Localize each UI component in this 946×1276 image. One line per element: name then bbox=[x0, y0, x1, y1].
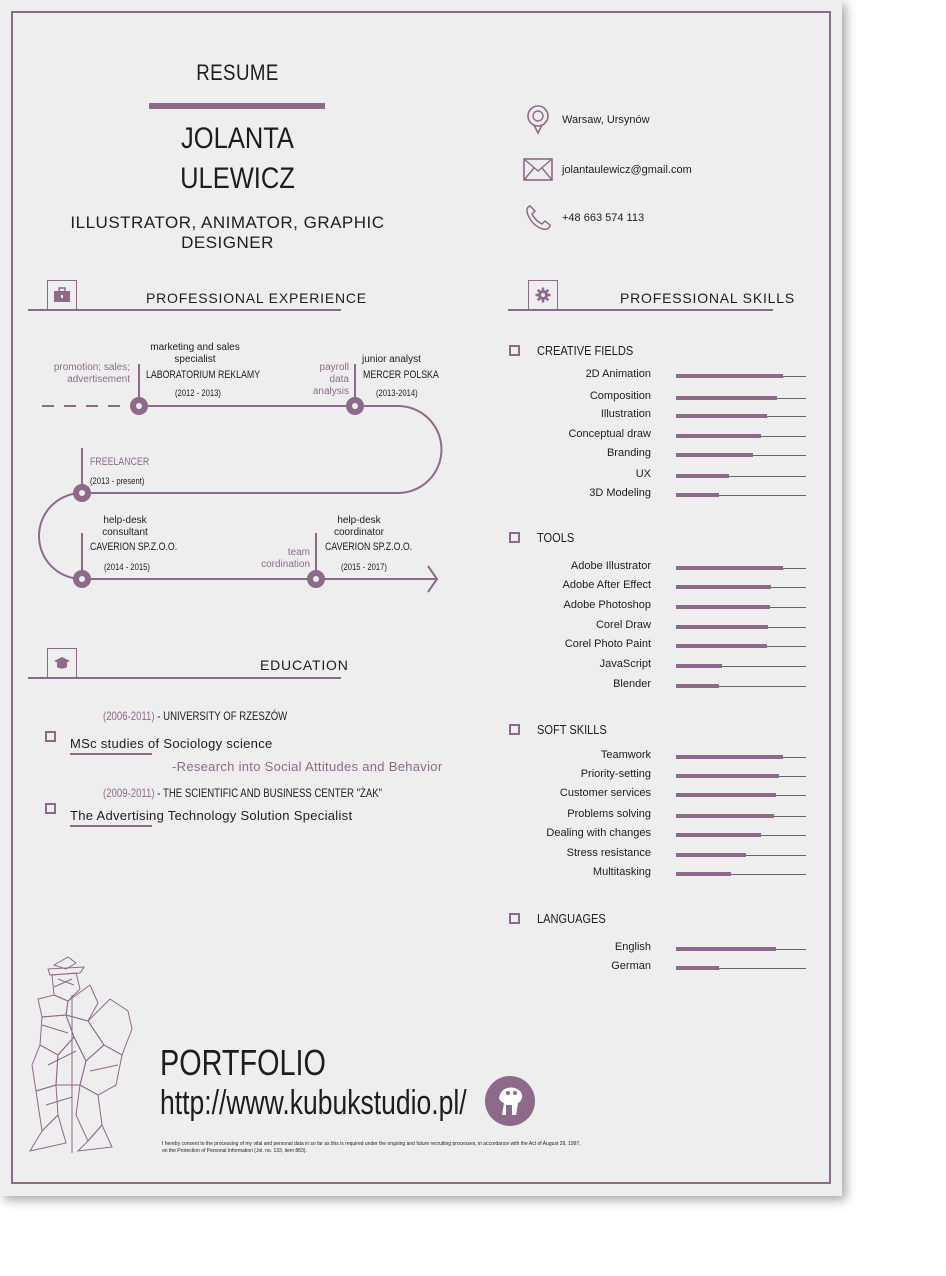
resume-label: RESUME bbox=[196, 60, 279, 85]
portfolio-label: PORTFOLIO bbox=[160, 1042, 326, 1083]
skill-level-bar bbox=[676, 434, 761, 438]
mail-icon bbox=[523, 158, 553, 182]
location-text: Warsaw, Ursynów bbox=[562, 114, 650, 126]
education-underline bbox=[28, 677, 341, 679]
job-company: MERCER POLSKA bbox=[363, 369, 439, 381]
skill-level-bar bbox=[676, 605, 770, 609]
timeline-node bbox=[73, 570, 91, 588]
skills-underline bbox=[508, 309, 773, 311]
timeline-node bbox=[307, 570, 325, 588]
job-company: CAVERION SP.Z.O.O. bbox=[325, 541, 413, 553]
skill-level-bar bbox=[676, 833, 761, 837]
skill-label: Illustration bbox=[600, 408, 651, 420]
job-years: (2015 - 2017) bbox=[341, 562, 387, 572]
skill-label: UX bbox=[635, 468, 651, 480]
job-role: junior analyst bbox=[362, 354, 421, 365]
character-illustration bbox=[28, 955, 136, 1155]
skill-level-bar bbox=[676, 396, 777, 400]
skill-label: Priority-setting bbox=[580, 768, 651, 780]
skill-label: JavaScript bbox=[599, 658, 651, 670]
skill-level-bar bbox=[676, 474, 729, 478]
education-entry-1 bbox=[103, 709, 287, 723]
skill-level-bar bbox=[676, 853, 746, 857]
skill-level-bar bbox=[676, 872, 731, 876]
skill-label: 3D Modeling bbox=[589, 487, 651, 499]
job-years: (2012 - 2013) bbox=[175, 388, 221, 398]
last-name: ULEWICZ bbox=[180, 162, 295, 195]
skill-label: Corel Draw bbox=[595, 619, 651, 631]
skill-label: Adobe Illustrator bbox=[570, 560, 651, 572]
job-company: CAVERION SP.Z.O.O. bbox=[90, 541, 178, 553]
skills-title: PROFESSIONAL SKILLS bbox=[620, 290, 795, 306]
education-bullet bbox=[45, 731, 56, 742]
education-school: - UNIVERSITY OF RZESZÓW bbox=[154, 709, 288, 723]
timeline-node bbox=[346, 397, 364, 415]
skill-label: Conceptual draw bbox=[568, 428, 651, 440]
job-area: team cordination bbox=[261, 547, 310, 570]
skill-level-bar bbox=[676, 566, 783, 570]
education-entry-2 bbox=[103, 786, 382, 800]
education-degree: The Advertising Technology Solution Specialist bbox=[70, 808, 353, 823]
skill-label: German bbox=[611, 960, 651, 972]
header-divider bbox=[149, 103, 325, 109]
education-years: (2009-2011) bbox=[103, 786, 155, 800]
job-company: LABORATORIUM REKLAMY bbox=[146, 369, 261, 381]
skill-label: Teamwork bbox=[600, 749, 651, 761]
skill-level-bar bbox=[676, 374, 783, 378]
education-degree: MSc studies of Sociology science bbox=[70, 736, 273, 751]
skill-label: Blender bbox=[613, 678, 651, 690]
skill-level-bar bbox=[676, 947, 776, 951]
skill-label: Stress resistance bbox=[566, 847, 651, 859]
skill-category-title: CREATIVE FIELDS bbox=[537, 343, 634, 358]
job-area: payroll data analysis bbox=[312, 362, 349, 397]
skill-level-bar bbox=[676, 814, 774, 818]
skill-level-bar bbox=[676, 585, 771, 589]
skill-level-bar bbox=[676, 644, 767, 648]
skill-level-bar bbox=[676, 966, 719, 970]
skill-level-bar bbox=[676, 774, 779, 778]
skill-label: Multitasking bbox=[592, 866, 651, 878]
skill-level-bar bbox=[676, 414, 767, 418]
job-role: help-desk coordinator bbox=[333, 515, 385, 538]
portfolio-link[interactable]: http://www.kubukstudio.pl/ bbox=[160, 1084, 467, 1122]
job-years: (2013 - present) bbox=[90, 476, 145, 486]
phone-icon bbox=[524, 204, 552, 232]
skill-category-title: TOOLS bbox=[537, 530, 575, 545]
skill-category-title: SOFT SKILLS bbox=[537, 722, 607, 737]
skill-category-checkbox bbox=[509, 913, 520, 924]
skill-level-bar bbox=[676, 793, 776, 797]
skill-label: Problems solving bbox=[567, 808, 651, 820]
skill-label: Branding bbox=[606, 447, 651, 459]
skill-level-bar bbox=[676, 684, 719, 688]
location-pin-icon bbox=[524, 103, 552, 137]
skill-level-bar bbox=[676, 493, 719, 497]
experience-title: PROFESSIONAL EXPERIENCE bbox=[146, 290, 367, 306]
skill-level-bar bbox=[676, 625, 768, 629]
skill-label: Composition bbox=[589, 390, 651, 402]
skill-label: Customer services bbox=[559, 787, 651, 799]
email-link[interactable]: jolantaulewicz@gmail.com bbox=[562, 164, 692, 176]
briefcase-icon bbox=[53, 286, 71, 304]
education-school: - THE SCIENTIFIC AND BUSINESS CENTER "ŻAK" bbox=[154, 786, 383, 800]
skill-label: Adobe After Effect bbox=[562, 579, 651, 591]
skill-category-checkbox bbox=[509, 345, 520, 356]
degree-underline bbox=[70, 825, 152, 827]
degree-underline bbox=[70, 753, 152, 755]
skill-level-bar bbox=[676, 755, 783, 759]
first-name: JOLANTA bbox=[181, 122, 294, 155]
skill-level-bar bbox=[676, 664, 722, 668]
experience-underline bbox=[28, 309, 341, 311]
skill-label: Corel Photo Paint bbox=[564, 638, 651, 650]
skill-label: 2D Animation bbox=[585, 368, 651, 380]
skill-label: English bbox=[614, 941, 651, 953]
skill-category-checkbox bbox=[509, 724, 520, 735]
skill-label: Dealing with changes bbox=[546, 827, 651, 839]
graduation-cap-icon bbox=[53, 654, 71, 672]
gear-icon bbox=[534, 286, 552, 304]
job-area: promotion; sales; advertisement bbox=[53, 362, 130, 385]
job-years: (2013-2014) bbox=[376, 388, 418, 398]
consent-clause: I hereby consent to the processing of my vital and personal data in so far as this is required under the ongoing and future recruiting processes, in accordance with the Act of August 29, 1997, on the Protection of Personal Information (Jol. no. 133, item 883). bbox=[162, 1141, 581, 1154]
timeline-node bbox=[73, 484, 91, 502]
profession: ILLUSTRATOR, ANIMATOR, GRAPHIC DESIGNER bbox=[70, 213, 385, 252]
skill-level-bar bbox=[676, 453, 753, 457]
skill-category-title: LANGUAGES bbox=[537, 911, 606, 926]
job-years: (2014 - 2015) bbox=[104, 562, 150, 572]
skill-label: Adobe Photoshop bbox=[563, 599, 651, 611]
job-company: FREELANCER bbox=[90, 456, 150, 468]
job-role: marketing and sales specialist bbox=[150, 342, 240, 365]
job-role: help-desk consultant bbox=[102, 515, 148, 538]
studio-logo-icon bbox=[484, 1075, 536, 1127]
education-note: -Research into Social Attitudes and Behavior bbox=[172, 759, 443, 774]
phone-text: +48 663 574 113 bbox=[562, 212, 645, 224]
education-bullet bbox=[45, 803, 56, 814]
timeline-node bbox=[130, 397, 148, 415]
education-years: (2006-2011) bbox=[103, 709, 155, 723]
skill-category-checkbox bbox=[509, 532, 520, 543]
education-title: EDUCATION bbox=[260, 657, 349, 673]
